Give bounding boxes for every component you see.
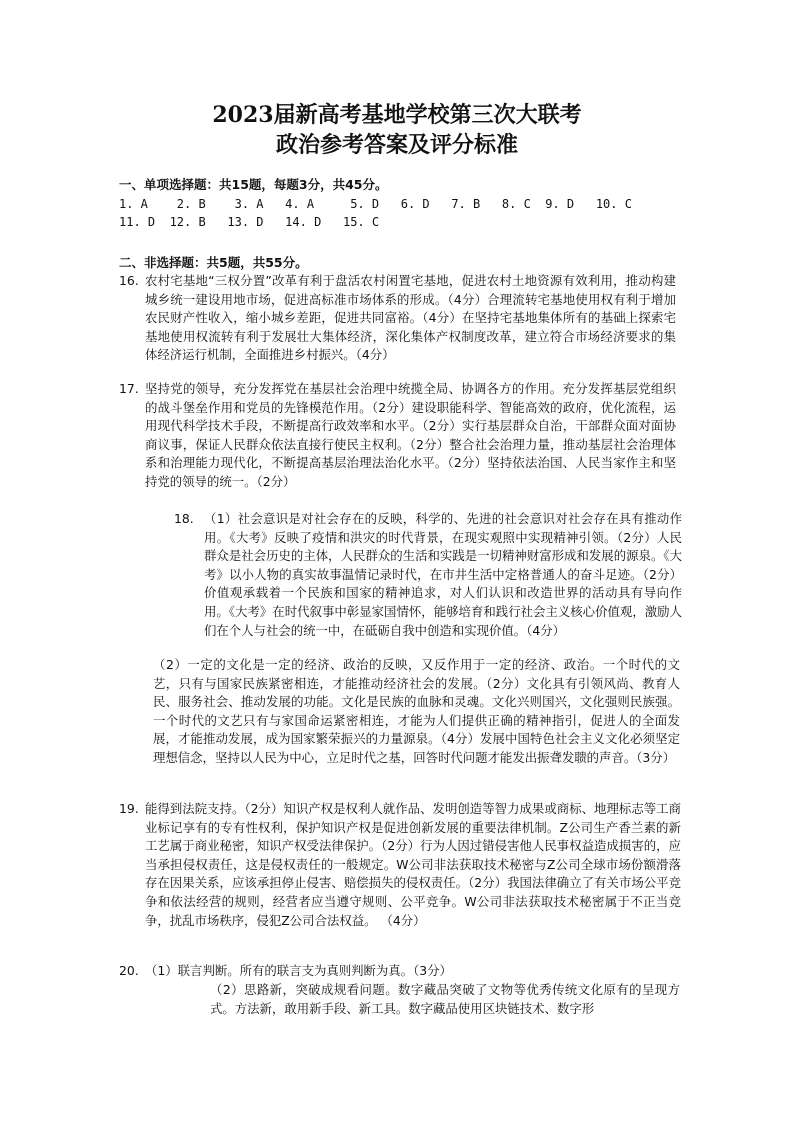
question-number: 19.: [119, 801, 139, 816]
question-number: 16.: [119, 273, 139, 288]
question-18-part-1: [174, 510, 682, 640]
question-number: 18.: [174, 511, 194, 526]
answer-text-part-2: （2）思路新，突破成规看问题。数字藏品突破了文物等优秀传统文化原有的呈现方式。方法新，敢用新手段、新工具。数字藏品使用区块链技术、数字形: [210, 982, 680, 1016]
answer-text-part-1: （1）联言判断。所有的联言支为真则判断为真。（3分）: [145, 963, 452, 978]
answer-row-2: 11. D 12. B 13. D 14. D 15. C: [119, 215, 380, 229]
page-subtitle: 政治参考答案及评分标准: [275, 132, 518, 158]
question-number: 20.: [119, 963, 139, 978]
question-19-answer: [119, 800, 681, 930]
section-heading-choice: 一、单项选择题：共15题，每题3分，共45分。: [119, 177, 388, 192]
question-18-part-2: [153, 656, 680, 768]
question-20-answer: [119, 962, 681, 981]
question-number: 17.: [119, 381, 139, 396]
answer-text: （1）社会意识是对社会存在的反映，科学的、先进的社会意识对社会存在具有推动作用。《大考》反映了疫情和洪灾的时代背景，在现实观照中实现精神引领。（2分）人民群众是社会历史的主体，人民群众的生活和实践是一切精神财富形成和发展的源泉。《大考》以小人物的真实故事温情记录时代，在市井生活中定格普通人的奋斗足迹。（2分）价值观承载着一个民族和国家的精神追求，对人们认识和改造世界的活动具有导向作用。《大考》在时代叙事中彰显家国情怀，能够培育和践行社会主义核心价值观，激励人们在个人与社会的统一中，在砥砺自我中创造和实现价值。（4分）: [204, 511, 682, 638]
page-title: 2023届新高考基地学校第三次大联考: [212, 102, 582, 128]
question-20-part-2: [210, 981, 680, 1018]
question-16-answer: [119, 272, 676, 365]
question-17-answer: [119, 380, 676, 492]
answer-text: 能得到法院支持。（2分）知识产权是权利人就作品、发明创造等智力成果或商标、地理标志等工商业标记享有的专有性权利，保护知识产权是促进创新发展的重要法律机制。Z公司生产香兰素的新工艺属于商业秘密，知识产权受法律保护。（2分）行为人因过错侵害他人民事权益造成损害的，应当承担侵权责任，这是侵权责任的一般规定。W公司非法获取技术秘密与Z公司全球市场份额滑落存在因果关系，应该承担停止侵害、赔偿损失的侵权责任。（2分）我国法律确立了有关市场公平竞争和依法经营的规则，经营者应当遵守规则、公平竞争。W公司非法获取技术秘密属于不正当竞争，扰乱市场秩序，侵犯Z公司合法权益。 （4分）: [145, 801, 681, 928]
answer-text: 坚持党的领导，充分发挥党在基层社会治理中统揽全局、协调各方的作用。充分发挥基层党组织的战斗堡垒作用和党员的先锋模范作用。（2分）建设职能科学、智能高效的政府，优化流程，运用现代科学技术手段，不断提高行政效率和水平。（2分）实行基层群众自治，干部群众面对面协商议事，保证人民群众依法直接行使民主权利。（2分）整合社会治理力量，推动基层社会治理体系和治理能力现代化，不断提高基层治理法治化水平。（2分）坚持依法治国、人民当家作主和坚持党的领导的统一。（2分）: [145, 381, 676, 489]
section-heading-nonchoice: 二、非选择题：共5题，共55分。: [119, 255, 308, 270]
answer-text: 农村宅基地“三权分置”改革有利于盘活农村闲置宅基地，促进农村土地资源有效利用，推动构建城乡统一建设用地市场，促进高标准市场体系的形成。（4分）合理流转宅基地使用权有利于增加农民财产性收入，缩小城乡差距，促进共同富裕。（4分）在坚持宅基地集体所有的基础上探索宅基地使用权流转有利于发展壮大集体经济，深化集体产权制度改革，建立符合市场经济要求的集体经济运行机制，全面推进乡村振兴。（4分）: [145, 273, 676, 363]
answer-text: （2）一定的文化是一定的经济、政治的反映，又反作用于一定的经济、政治。一个时代的文艺，只有与国家民族紧密相连，才能推动经济社会的发展。（2分）文化具有引领风尚、教育人民、服务社会、推动发展的功能。文化是民族的血脉和灵魂。文化兴则国兴，文化强则民族强。一个时代的文艺只有与家国命运紧密相连，才能为人们提供正确的精神指引，促进人的全面发展，才能推动发展，成为国家繁荣振兴的力量源泉。（4分）发展中国特色社会主义文化必须坚定理想信念，坚持以人民为中心，立足时代之基，回答时代问题才能发出振聋发聩的声音。（3分）: [153, 657, 680, 765]
answer-row-1: 1. A 2. B 3. A 4. A 5. D 6. D 7. B 8. C 9. D 10. C: [119, 197, 632, 211]
